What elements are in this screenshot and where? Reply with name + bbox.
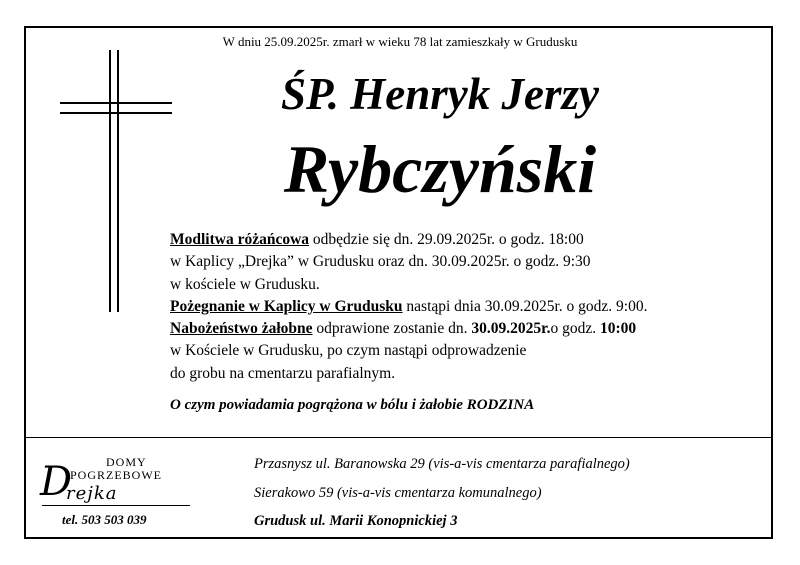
address-grudusk: Grudusk ul. Marii Konopnickiej 3	[254, 513, 458, 529]
details-line-7: do grobu na cmentarzu parafialnym.	[170, 364, 396, 382]
details-line-2: w Kaplicy „Drejka” w Grudusku oraz dn. 30.09.2025r. o godz. 9:30	[170, 253, 591, 271]
phone-number: tel. 503 503 039	[62, 512, 147, 527]
logo-text-pogrzebowe: POGRZEBOWE	[70, 468, 162, 482]
footer-divider	[26, 437, 771, 438]
logo-text-domy: DOMY	[106, 455, 147, 469]
death-announcement-intro: W dniu 25.09.2025r. zmarł w wieku 78 lat zamieszkały w Grudusku	[222, 34, 578, 49]
deceased-first-names: ŚP. Henryk Jerzy	[281, 69, 599, 119]
logo-initial: D	[40, 459, 73, 505]
details-line-4: Pożegnanie w Kaplicy w Grudusku nastąpi dnia 30.09.2025r. o godz. 9:00.	[170, 297, 648, 315]
deceased-surname: Rybczyński	[283, 131, 597, 207]
closing-line: O czym powiadamia pogrążona w bólu i żałobie RODZINA	[170, 397, 535, 413]
details-line-1: Modlitwa różańcowa odbędzie się dn. 29.09.2025r. o godz. 18:00	[170, 231, 584, 248]
logo-underline	[42, 505, 190, 506]
details-line-6: w Kościele w Grudusku, po czym nastąpi odprowadzenie	[170, 342, 527, 360]
details-line-5: Nabożeństwo żałobne odprawione zostanie dn. 30.09.2025r.o godz. 10:00	[170, 320, 637, 338]
address-przasnysz: Przasnysz ul. Baranowska 29 (vis-a-vis cmentarza parafialnego)	[254, 456, 630, 472]
details-line-3: w kościele w Grudusku.	[170, 275, 320, 293]
funeral-details	[170, 229, 648, 385]
logo-text-drejka: rejka	[66, 483, 118, 504]
address-sierakowo: Sierakowo 59 (vis-a-vis cmentarza komunalnego)	[254, 485, 542, 501]
